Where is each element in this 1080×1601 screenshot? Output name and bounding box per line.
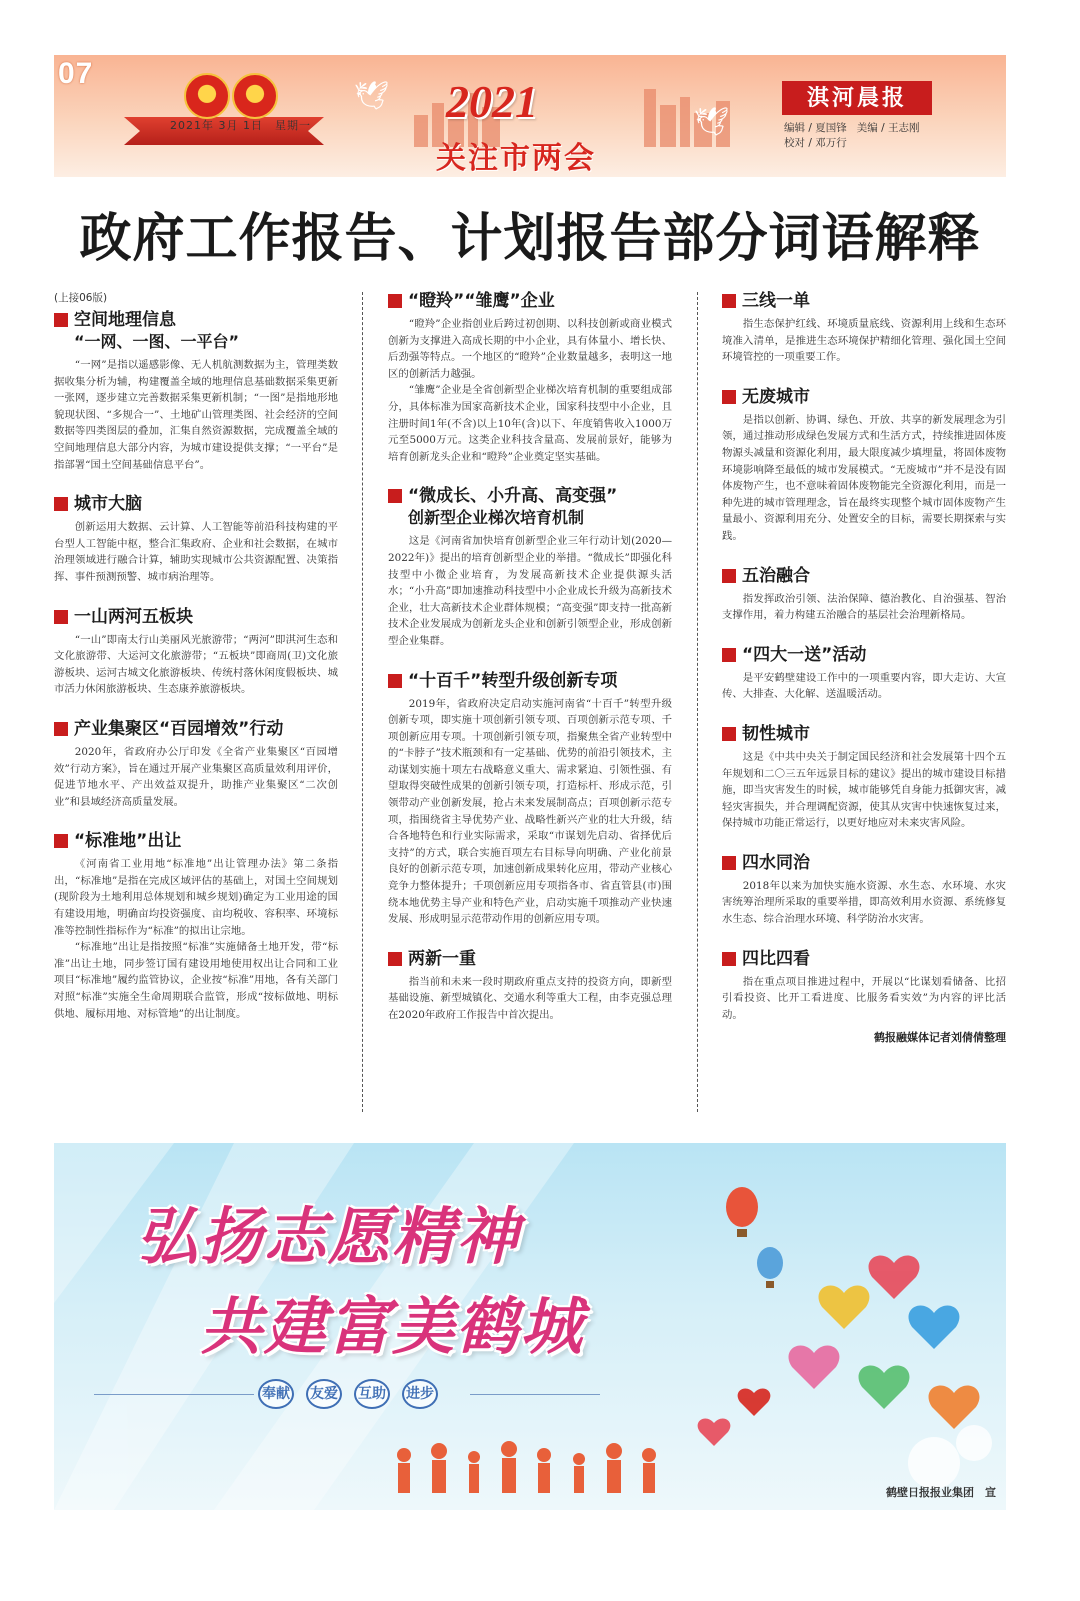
entry-title: “标准地”出让 [54, 830, 338, 852]
entry-title: 四水同治 [722, 852, 1006, 874]
value-tag: 互助 [354, 1379, 390, 1409]
entry [722, 852, 1006, 928]
year-heading: 2021 [446, 76, 538, 127]
entry-title: 空间地理信息 [54, 309, 338, 331]
section-heading: 关注市两会 [436, 141, 596, 176]
entry-body: 指在重点项目推进过程中，开展以“比谋划看储备、比招引看投资、比开工看进度、比服务看实效”为内容的评比活动。 [722, 975, 1006, 1021]
entry [54, 830, 338, 1022]
bullet-square-icon [54, 313, 68, 327]
entry-title: “瞪羚”“雏鹰”企业 [388, 290, 672, 312]
entry-title: 一山两河五板块 [54, 606, 338, 628]
entry-body: “一山”即南太行山美丽风光旅游带；“两河”即淇河生态和文化旅游带、大运河文化旅游带；“五板块”即商周(卫)文化旅游板块、运河古城文化旅游板块、传统村落休闲度假板块、城市活力休闲旅游板块、生态康养旅游板块。 [54, 633, 338, 696]
column-1 [54, 290, 338, 1042]
entry-title: 两新一重 [388, 948, 672, 970]
dove-icon: 🕊 [694, 105, 730, 138]
column-divider [697, 292, 698, 1112]
entry-title: 产业集聚区“百园增效”行动 [54, 718, 338, 740]
issue-date: 2021年 3月 1日 星期一 [170, 119, 311, 132]
entry [54, 493, 338, 585]
bullet-square-icon [722, 952, 736, 966]
entry [722, 565, 1006, 624]
editor-credit: 编辑 / 夏国锋 [784, 122, 847, 134]
bullet-square-icon [722, 727, 736, 741]
entry-body: 指生态保护红线、环境质量底线、资源利用上线和生态环境准入清单，是推进生态环境保护精细化管理、强化国土空间环境管控的一项重要工作。 [722, 318, 1006, 364]
bullet-square-icon [722, 390, 736, 404]
entry-body: 创新运用大数据、云计算、人工智能等前沿科技构建的平台型人工智能中枢，整合汇集政府、企业和社会数据，在城市治理领域进行融合计算，辅助实现城市公共资源配置、决策指挥、事件预测预警、城市病治理等。 [54, 521, 338, 583]
entry-title: “十百千”转型升级创新专项 [388, 670, 672, 692]
staff-credits [784, 121, 919, 151]
entry-body: 《河南省工业用地“标准地”出让管理办法》第二条指出，“标准地”是指在完成区域评估的基础上，对国土空间规划(现阶段为土地利用总体规划和城乡规划)确定为工业用途的国有建设用地，明确亩均投资强度、亩均税收、容积率、环境标准等控制性指标作为“标准”的拟出让宗地。 [54, 858, 338, 937]
continued-note: (上接06版) [54, 292, 108, 304]
ad-slogan-line-2: 共建富美鹤城 [200, 1290, 585, 1363]
column-3 [722, 290, 1006, 1045]
entry [388, 948, 672, 1024]
bullet-square-icon [388, 294, 402, 308]
entry-body: “雏鹰”企业是全省创新型企业梯次培育机制的重要组成部分，具体标准为国家高新技术企业，国家科技型中小企业，且注册时间1年(不含)以上10年(含)以下、年度销售收入1000万元至5000万元。这类企业科技含量高、发展前景好，能够为培育创新龙头企业和“瞪羚”企业奠定坚实基础。 [388, 384, 672, 463]
entry [388, 290, 672, 465]
cppcc-emblem-icon [232, 73, 278, 119]
entry-title: 三线一单 [722, 290, 1006, 312]
decorative-line [470, 1394, 600, 1395]
bullet-square-icon [388, 952, 402, 966]
entry-subtitle: “一网、一图、一平台” [74, 332, 240, 351]
entry-body: “一网”是指以遥感影像、无人机航测数据为主，管理类数据收集分析为辅，构建覆盖全域的地理信息基础数据采集更新一张网，逐步建立完善数据采集更新机制；“一图”是指地形地貌现状图、“多规合一”、土地矿山管理类图、社会经济的空间数据等四类图层的叠加，汇集自然资源数据，完成覆盖全域的空间地理信息大部分内容，为城市建设提供支撑；“一平台”是指部署“国土空间基础信息平台”。 [54, 359, 338, 471]
entry-subtitle: 创新型企业梯次培育机制 [408, 508, 585, 528]
bullet-square-icon [54, 610, 68, 624]
bullet-square-icon [54, 722, 68, 736]
masthead-banner [54, 55, 1006, 177]
bullet-square-icon [722, 294, 736, 308]
entry [54, 309, 338, 473]
paper-name: 淇河晨报 [806, 85, 907, 111]
bullet-square-icon [54, 834, 68, 848]
ad-slogan-line-1: 弘扬志愿精神 [136, 1200, 521, 1273]
entry-body: 是平安鹤壁建设工作中的一项重要内容，即大走访、大宣传、大排查、大化解、送温暖活动。 [722, 671, 1006, 701]
entry-title: “四大一送”活动 [722, 644, 1006, 666]
entry [722, 290, 1006, 366]
article-title: 政府工作报告、计划报告部分词语解释 [79, 209, 981, 269]
entry-title: 四比四看 [722, 948, 1006, 970]
bullet-square-icon [722, 856, 736, 870]
entry [54, 718, 338, 810]
bullet-square-icon [722, 569, 736, 583]
national-emblem-icon [184, 73, 230, 119]
column-divider [362, 292, 363, 1112]
entry-title: 无废城市 [722, 386, 1006, 408]
entry-body: 2018年以来为加快实施水资源、水生态、水环境、水灾害统筹治理所采取的重要举措，即高效利用水资源、系统修复水生态、综合治理水环境、科学防治水灾害。 [722, 879, 1006, 926]
entry-title: 城市大脑 [54, 493, 338, 515]
entry-body: 2019年，省政府决定启动实施河南省“十百千”转型升级创新专项，即实施十项创新引领专项、百项创新示范专项、千项创新应用专项。十项创新引领专项，指聚焦全省产业转型中的“卡脖子”技术瓶颈和有一定基础、优势的前沿引领技术，主动谋划实施十项左右战略意义重大、需求紧迫、引领性强、有望取得突破性成果的创新引领专项，打造标杆、形成示范，引领带动产业创新发展，抢占未来发展制高点；百项创新示范专项，指围绕省主导优势产业、战略性新兴产业的壮大升级，结合各地特色和行业实际需求，采取“市谋划先启动、省择优后支持”的方式，联合实施百项左右目标导向明确、产业化前景良好的创新示范专项，加速创新成果转化应用，带动产业核心竞争力整体提升；千项创新应用专项指各市、省直管县(市)围绕本地优势主导产业和特色产业，启动实施千项推动产业快速发展、形成明显示范带动作用的创新应用专项。 [388, 697, 672, 926]
bullet-square-icon [722, 648, 736, 662]
bullet-square-icon [388, 489, 402, 503]
entry-body: 是指以创新、协调、绿色、开放、共享的新发展理念为引领，通过推动形成绿色发展方式和生活方式，持续推进固体废物源头减量和资源化利用，最大限度减少填埋量，将固体废物环境影响降至最低的城市发展模式。“无废城市”并不是没有固体废物产生，也不意味着固体废物能完全资源化利用，而是一种先进的城市管理理念，旨在最终实现整个城市固体废物产生量最小、资源利用充分、处置安全的目标，需要长期探索与实践。 [722, 413, 1006, 542]
entry-body: 这是《河南省加快培育创新型企业三年行动计划(2020—2022年)》提出的培育创新型企业的举措。“微成长”即强化科技型中小微企业培育，为发展高新技术企业提供源头活水；“小升高”即加速推动科技型中小企业成长升级为高新技术企业，壮大高新技术企业群体规模；“高变强”即支持一批高新技术企业发展成为创新龙头企业和创新引领型企业，形成创新型企业集群。 [388, 535, 672, 647]
bullet-square-icon [54, 497, 68, 511]
entry-body: “标准地”出让是指按照“标准”实施储备土地开发，带“标准”出让土地，同步签订国有建设用地使用权出让合同和工业项目“标准地”履约监管协议，企业按“标准”用地，各有关部门对照“标准”实施全生命周期联合监管，形成“按标做地、明标供地、履标用地、对标管地”的出让制度。 [54, 941, 338, 1020]
entry [388, 485, 672, 649]
entry-body: 2020年，省政府办公厅印发《全省产业集聚区“百园增效”行动方案》，旨在通过开展产业集聚区高质量效利用评价，促进节地水平、产出效益双提升，助推产业集聚区“二次创业”和县域经济高质量发展。 [54, 745, 338, 808]
value-tag: 奉献 [258, 1379, 294, 1409]
entry-title: 五治融合 [722, 565, 1006, 587]
value-tag: 友爱 [306, 1379, 342, 1409]
entry-title: “微成长、小升高、高变强” [388, 485, 672, 507]
ad-sponsor-credit: 鹤壁日报报业集团 宣 [886, 1486, 996, 1499]
entry-body: 指当前和未来一段时期政府重点支持的投资方向，即新型基础设施、新型城镇化、交通水利等重大工程，由李克强总理在2020年政府工作报告中首次提出。 [388, 975, 672, 1021]
entry [54, 606, 338, 698]
bullet-square-icon [388, 674, 402, 688]
entry [722, 723, 1006, 832]
art-editor-credit: 美编 / 王志刚 [856, 122, 920, 134]
value-tag: 进步 [402, 1379, 438, 1409]
reporter-byline: 鹤报融媒体记者刘倩倩整理 [874, 1031, 1006, 1045]
paper-logo [782, 81, 932, 115]
entry-body: 这是《中共中央关于制定国民经济和社会发展第十四个五年规划和二〇三五年远景目标的建议》提出的城市建设目标措施，即当灾害发生的时候，城市能够凭自身能力抵御灾害，减轻灾害损失，并合理调配资源，使其从灾害中快速恢复过来，保持城市功能正常运行，以更好地应对未来灾害风险。 [722, 750, 1006, 830]
entry [388, 670, 672, 928]
proofreader-credit: 校对 / 邓万行 [784, 137, 847, 149]
entry [722, 948, 1006, 1046]
value-tags [258, 1379, 438, 1409]
entry-title: 韧性城市 [722, 723, 1006, 745]
entry-body: “瞪羚”企业指创业后跨过初创期、以科技创新或商业模式创新为支撑进入高成长期的中小企业，具有体量小、增长快、后劲强等特点。一个地区的“瞪羚”企业数量越多，表明这一地区的创新活力越强。 [388, 318, 672, 380]
column-2 [388, 290, 672, 1044]
entry-body: 指发挥政治引领、法治保障、德治教化、自治强基、智治支撑作用，着力构建五治融合的基层社会治理新格局。 [722, 592, 1006, 622]
page-number: 07 [58, 57, 94, 90]
decorative-line [94, 1394, 254, 1395]
entry [722, 644, 1006, 703]
entry [722, 386, 1006, 545]
volunteer-ad [54, 1143, 1006, 1510]
dove-icon: 🕊 [354, 79, 390, 112]
